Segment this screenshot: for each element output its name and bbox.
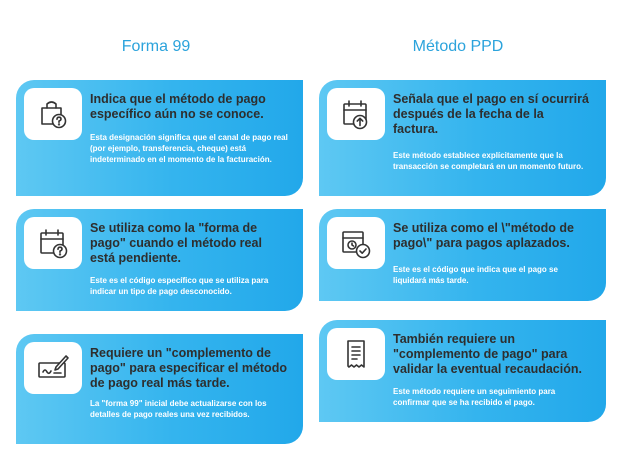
check-pen-icon [24, 342, 82, 394]
card-description: Este es el código que indica que el pago se liquidará más tarde. [393, 265, 558, 285]
calendar-question-icon [24, 217, 82, 269]
card-ppd-deferred-payment [319, 80, 606, 196]
card-title: Se utiliza como el \"método de pago\" para pagos aplazados. [393, 221, 574, 250]
card-description: Esta designación significa que el canal de pago real (por ejemplo, transferencia, cheque) está indeterminado en el momento de la facturación. [90, 133, 288, 164]
card-forma99-payment-complement [16, 334, 303, 444]
card-description: La "forma 99" inicial debe actualizarse con los detalles de pago reales una vez recibidos. [90, 399, 267, 419]
card-description: Este es el código específico que se utiliza para indicar un tipo de pago desconocido. [90, 276, 269, 296]
card-ppd-payment-method [319, 209, 606, 301]
calendar-clock-check-icon [327, 217, 385, 269]
card-title: Se utiliza como la "forma de pago" cuando el método real está pendiente. [90, 221, 262, 265]
card-description: Este método establece explícitamente que la transacción se completará en un momento futuro. [393, 151, 584, 171]
card-title: Indica que el método de pago específico aún no se conoce. [90, 92, 266, 121]
card-title: También requiere un "complemento de pago" para validar la eventual recaudación. [393, 332, 582, 376]
calendar-upload-icon [327, 88, 385, 140]
shopping-bag-question-icon [24, 88, 82, 140]
receipt-icon [327, 328, 385, 380]
card-title: Señala que el pago en sí ocurrirá después de la fecha de la factura. [393, 92, 589, 136]
column-title-forma-99: Forma 99 [121, 38, 191, 55]
card-description: Este método requiere un seguimiento para confirmar que se ha recibido el pago. [393, 387, 556, 407]
column-title-metodo-ppd: Método PPD [412, 38, 504, 55]
card-forma99-unknown-method [16, 80, 303, 196]
card-ppd-payment-complement [319, 320, 606, 422]
card-forma99-pending-method [16, 209, 303, 311]
card-title: Requiere un "complemento de pago" para especificar el método de pago real más tarde. [90, 346, 287, 390]
